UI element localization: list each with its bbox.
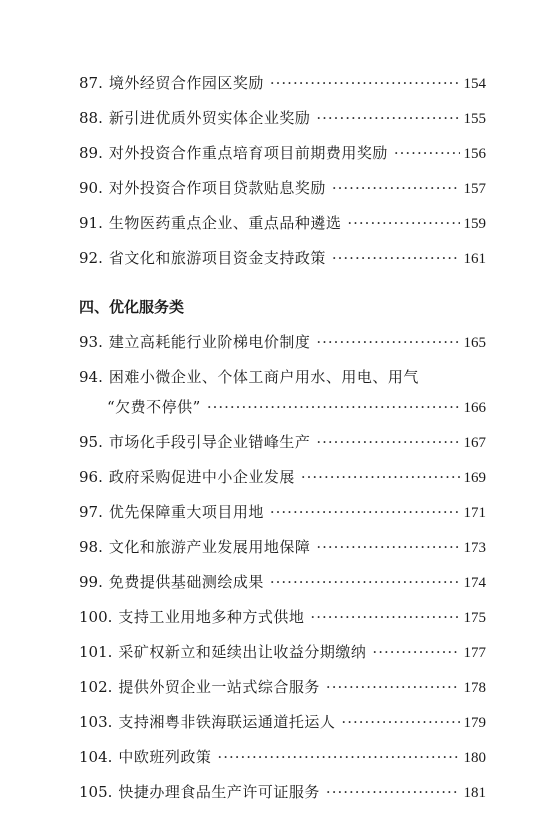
dot-leader (301, 466, 460, 488)
dot-leader (316, 431, 459, 453)
dot-leader (326, 676, 460, 698)
entry-number: 90. (79, 179, 103, 197)
entry-number: 105. (79, 783, 113, 801)
entry-page-number: 169 (463, 470, 486, 486)
entry-title: 市场化手段引导企业错峰生产 (108, 433, 311, 451)
entry-number: 99. (79, 573, 103, 591)
entry-page-number: 180 (463, 750, 486, 766)
toc-entry-99[interactable] (79, 571, 486, 606)
dot-leader (270, 501, 460, 523)
entry-title: 境外经贸合作园区奖励 (108, 74, 264, 92)
toc-entry-91[interactable] (79, 212, 486, 247)
entry-title: 文化和旅游产业发展用地保障 (108, 538, 311, 556)
entry-number: 100. (79, 608, 113, 626)
entry-title: 生物医药重点企业、重点品种遴选 (108, 214, 342, 232)
entry-number: 93. (79, 333, 103, 351)
dot-leader (347, 212, 459, 234)
toc-entry-101[interactable] (79, 641, 486, 676)
dot-leader (217, 746, 459, 768)
dot-leader (372, 641, 459, 663)
section-heading: 四、优化服务类 (79, 298, 185, 316)
entry-page-number: 175 (463, 610, 486, 626)
table-of-contents (79, 72, 486, 816)
entry-number: 101. (79, 643, 113, 661)
entry-page-number: 173 (463, 540, 486, 556)
entry-number: 102. (79, 678, 113, 696)
entry-page-number: 171 (463, 505, 486, 521)
toc-entry-104[interactable] (79, 746, 486, 781)
toc-entry-100[interactable] (79, 606, 486, 641)
entry-title-line1: 困难小微企业、个体工商户用水、用电、用气 (108, 368, 419, 386)
entry-page-number: 179 (463, 715, 486, 731)
entry-title: 对外投资合作项目贷款贴息奖励 (108, 179, 326, 197)
toc-entry-94[interactable] (79, 366, 486, 396)
entry-number: 95. (79, 433, 103, 451)
entry-title: 采矿权新立和延续出让收益分期缴纳 (118, 643, 367, 661)
toc-entry-103[interactable] (79, 711, 486, 746)
entry-number: 104. (79, 748, 113, 766)
entry-title: 支持湘粤非铁海联运通道托运人 (118, 713, 336, 731)
entry-title: 支持工业用地多种方式供地 (118, 608, 305, 626)
dot-leader (326, 781, 460, 803)
toc-entry-89[interactable] (79, 142, 486, 177)
entry-title: 省文化和旅游项目资金支持政策 (108, 249, 326, 267)
dot-leader (394, 142, 460, 164)
entry-page-number: 159 (463, 216, 486, 232)
entry-number: 94. (79, 368, 103, 386)
entry-number: 91. (79, 214, 103, 232)
entry-title-line2: “欠费不停供” (107, 398, 201, 416)
entry-number: 87. (79, 74, 103, 92)
entry-page-number: 157 (463, 181, 486, 197)
toc-entry-94-continued[interactable] (79, 396, 486, 431)
dot-leader (341, 711, 459, 733)
entry-number: 89. (79, 144, 103, 162)
dot-leader (270, 571, 460, 593)
entry-page-number: 156 (463, 146, 486, 162)
entry-title: 免费提供基础测绘成果 (108, 573, 264, 591)
dot-leader (332, 247, 460, 269)
entry-page-number: 155 (463, 111, 486, 127)
entry-page-number: 161 (463, 251, 486, 267)
entry-page-number: 166 (463, 400, 486, 416)
dot-leader (310, 606, 459, 628)
dot-leader (316, 331, 459, 353)
entry-page-number: 165 (463, 335, 486, 351)
entry-page-number: 174 (463, 575, 486, 591)
entry-number: 98. (79, 538, 103, 556)
dot-leader (207, 396, 460, 418)
entry-number: 97. (79, 503, 103, 521)
entry-title: 优先保障重大项目用地 (108, 503, 264, 521)
toc-entry-98[interactable] (79, 536, 486, 571)
toc-entry-93[interactable] (79, 331, 486, 366)
entry-number: 103. (79, 713, 113, 731)
toc-entry-97[interactable] (79, 501, 486, 536)
entry-title: 提供外贸企业一站式综合服务 (118, 678, 320, 696)
toc-entry-95[interactable] (79, 431, 486, 466)
entry-title: 快捷办理食品生产许可证服务 (118, 783, 320, 801)
toc-entry-87[interactable] (79, 72, 486, 107)
entry-number: 88. (79, 109, 103, 127)
entry-page-number: 167 (463, 435, 486, 451)
toc-entry-96[interactable] (79, 466, 486, 501)
entry-number: 92. (79, 249, 103, 267)
entry-title: 对外投资合作重点培育项目前期费用奖励 (108, 144, 388, 162)
dot-leader (316, 536, 459, 558)
entry-page-number: 154 (463, 76, 486, 92)
dot-leader (316, 107, 459, 129)
dot-leader (332, 177, 460, 199)
entry-page-number: 181 (463, 785, 486, 801)
toc-entry-102[interactable] (79, 676, 486, 711)
toc-entry-88[interactable] (79, 107, 486, 142)
entry-page-number: 177 (463, 645, 486, 661)
toc-entry-92[interactable] (79, 247, 486, 282)
toc-entry-105[interactable] (79, 781, 486, 816)
entry-title: 新引进优质外贸实体企业奖励 (108, 109, 311, 127)
entry-page-number: 178 (463, 680, 486, 696)
dot-leader (270, 72, 460, 94)
entry-title: 建立高耗能行业阶梯电价制度 (108, 333, 311, 351)
entry-number: 96. (79, 468, 103, 486)
toc-entry-90[interactable] (79, 177, 486, 212)
entry-title: 中欧班列政策 (118, 748, 212, 766)
entry-title: 政府采购促进中小企业发展 (108, 468, 295, 486)
